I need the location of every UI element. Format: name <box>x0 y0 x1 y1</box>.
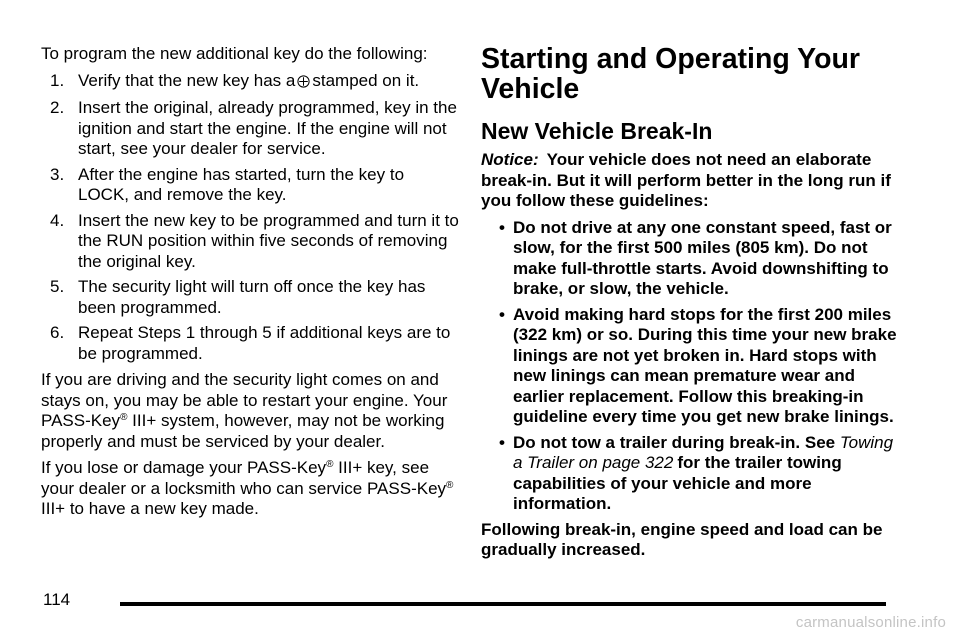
registered-mark: ® <box>446 479 454 491</box>
page-number: 114 <box>43 590 71 609</box>
guideline-item: • Do not drive at any one constant speed, fast or slow, for the first 500 miles (805 km). Do not make full-throttle starts. Avoid downshifting to brake, or slow, the vehicle. <box>499 217 892 298</box>
notice-paragraph <box>481 150 901 212</box>
security-light-paragraph: If you are driving and the security light comes on and stays on, you may be able to restart your engine. Your PASS-Key® III+ system, however, may not be working properly and must be serviced by your dealer. <box>41 370 448 451</box>
step-number: 5. <box>50 277 65 296</box>
step-text: Insert the new key to be programmed and turn it to the RUN position within five seconds of removing the original key. <box>78 210 459 271</box>
step-1 <box>41 71 459 94</box>
step-text: Repeat Steps 1 through 5 if additional keys are to be programmed. <box>78 323 451 363</box>
registered-mark: ® <box>326 459 334 470</box>
bullet-icon: • <box>499 217 505 237</box>
step-number: 6. <box>50 323 65 342</box>
step-text: Verify that the new key has a <box>78 70 296 90</box>
break-in-guidelines <box>481 218 901 515</box>
bullet-icon: • <box>499 432 505 452</box>
left-column <box>41 44 459 526</box>
registered-mark: ® <box>120 412 128 423</box>
step-text: The security light will turn off once the key has been programmed. <box>78 277 426 317</box>
notice-text: Your vehicle does not need an elaborate break-in. But it will perform better in the long run if you follow these guidelines: <box>481 150 891 210</box>
cross-reference-link[interactable]: Towing a Trailer on page 322 <box>513 432 894 472</box>
step-2 <box>41 98 459 160</box>
step-text: After the engine has started, turn the key to LOCK, and remove the key. <box>78 164 405 204</box>
subsection-title: New Vehicle Break-In <box>481 118 713 144</box>
section-title: Starting and Operating Your Vehicle <box>481 43 860 105</box>
bullet-icon: • <box>499 304 505 324</box>
step-number: 1. <box>50 70 65 90</box>
intro-text: To program the new additional key do the following: <box>41 44 428 63</box>
step-text-end: stamped on it. <box>312 70 420 90</box>
right-column <box>481 44 901 567</box>
lost-key-paragraph: If you lose or damage your PASS-Key® III+ key, see your dealer or a locksmith who can service PASS-Key® III+ to have a new key made. <box>41 458 454 518</box>
step-3 <box>41 165 459 206</box>
guideline-item: • Avoid making hard stops for the first 200 miles (322 km) or so. During this time your new brake linings are not yet broken in. Hard stops with new linings can mean premature wear and earlier replacement. Follow this breaking-in guideline every time you get new brake linings. <box>499 304 897 426</box>
footer-rule <box>120 602 886 606</box>
guideline-item: • Do not tow a trailer during break-in. See Towing a Trailer on page 322 for the trailer towing capabilities of your vehicle and more information. <box>499 432 894 513</box>
step-number: 3. <box>50 164 65 184</box>
key-symbol-icon <box>297 73 310 94</box>
step-text: Insert the original, already programmed, key in the ignition and start the engine. If the engine will not start, see your dealer for service. <box>78 98 457 158</box>
programming-steps <box>41 71 459 365</box>
step-4 <box>41 211 459 273</box>
step-5 <box>41 277 459 318</box>
step-number: 4. <box>50 210 65 230</box>
notice-label: Notice: <box>481 150 539 169</box>
step-6 <box>41 323 459 364</box>
watermark: carmanualsonline.info <box>795 614 946 631</box>
closing-paragraph: Following break-in, engine speed and load can be gradually increased. <box>481 519 883 559</box>
step-number: 2. <box>50 98 65 117</box>
